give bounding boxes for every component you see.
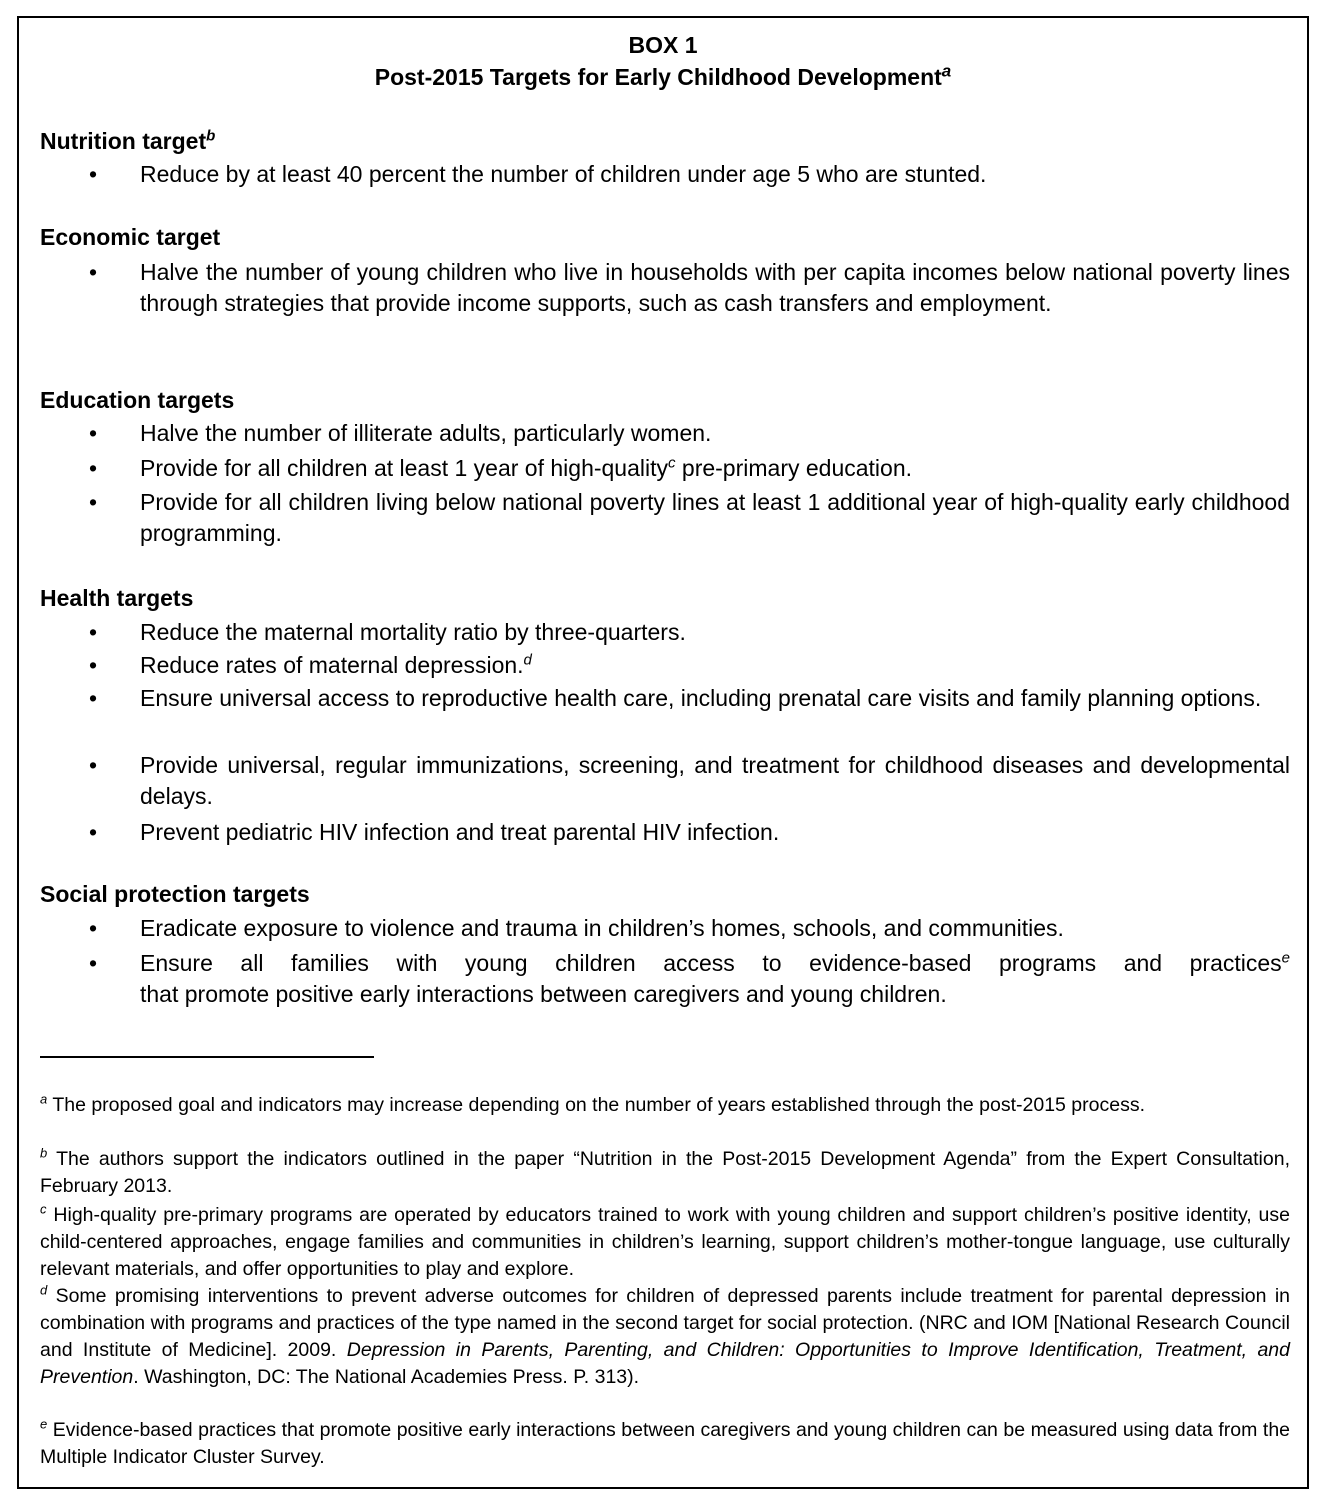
footnote-c: $^c$ High-quality pre-primary programs are operated by educators trained to work with young children and support children’s positive identity, use child-centered approaches, engage families and communities in children’s learning, support children’s mother-tongue language, use culturally relevant materials, and offer opportunities to play and explore.	[40, 1201, 1291, 1280]
box-title: Post-2015 Targets for Early Childhood Development$^a$	[374, 61, 952, 90]
bullet-icon: •	[89, 915, 98, 941]
list-item: Prevent pediatric HIV infection and treat parental HIV infection.	[140, 819, 780, 845]
footnote-e: $^e$ Evidence-based practices that promote positive early interactions between caregivers and young children can be measured using data from the Multiple Indicator Cluster Survey.	[40, 1416, 1291, 1468]
bullet-icon: •	[89, 420, 98, 446]
footnote-a: $^a$ The proposed goal and indicators may increase depending on the number of years established through the post-2015 process.	[40, 1091, 1146, 1116]
section-heading-economic: Economic target	[40, 224, 221, 250]
list-item: Provide for all children at least 1 year of high-quality$^c$ pre-primary education.	[140, 454, 913, 481]
list-item: Ensure universal access to reproductive health care, including prenatal care visits and family planning options.	[140, 685, 1262, 711]
list-item: Halve the number of illiterate adults, particularly women.	[140, 420, 712, 446]
bullet-icon: •	[89, 455, 98, 481]
section-heading-health: Health targets	[40, 585, 194, 611]
list-item: Reduce by at least 40 percent the number of children under age 5 who are stunted.	[140, 161, 987, 187]
bullet-icon: •	[89, 685, 98, 711]
footnote-marker: b	[40, 1145, 48, 1161]
list-item: Reduce rates of maternal depression.$^d$	[140, 651, 532, 678]
box-frame	[17, 16, 1309, 1489]
section-heading-nutrition: Nutrition target$^b$	[40, 127, 216, 154]
bullet-icon: •	[89, 161, 98, 187]
list-item: Provide for all children living below national poverty lines at least 1 additional year of high-quality early childhood programming.	[140, 489, 1290, 546]
section-heading-social-protection: Social protection targets	[40, 881, 310, 907]
box-label: BOX 1	[628, 32, 698, 58]
footnote-marker: d	[523, 651, 532, 669]
footnote-marker: d	[40, 1282, 48, 1298]
footnote-marker: a	[941, 61, 952, 81]
footnote-marker: e	[1281, 949, 1290, 967]
footnote-marker: a	[40, 1091, 48, 1107]
list-item-continuation: that promote positive early interactions between caregivers and young children.	[140, 981, 947, 1007]
bullet-icon: •	[89, 652, 98, 678]
footnote-marker: c	[668, 454, 676, 472]
footnote-d: $^d$ Some promising interventions to prevent adverse outcomes for children of depressed parents include treatment for parental depression in combination with programs and practices of the type named in the second target for social protection. (NRC and IOM [National Research Council and Institute of Medicine]. 2009. Depression in Parents, Parenting, and Children: Opportunities to Improve Identification, Treatment, and Prevention. Washington, DC: The National Academies Press. P. 313).	[40, 1282, 1291, 1388]
footnote-marker: b	[206, 127, 216, 145]
list-item: Halve the number of young children who live in households with per capita incomes below national poverty lines through strategies that provide income supports, such as cash transfers and employment.	[140, 259, 1290, 316]
bullet-icon: •	[89, 259, 98, 285]
bullet-icon: •	[89, 950, 98, 976]
bullet-icon: •	[89, 489, 98, 515]
footnote-divider	[40, 1056, 374, 1058]
list-item: Reduce the maternal mortality ratio by three-quarters.	[140, 619, 686, 645]
bullet-icon: •	[89, 619, 98, 645]
bullet-icon: •	[89, 752, 98, 778]
list-item: Ensure all families with young children access to evidence-based programs and practices$^e$	[140, 949, 1290, 976]
section-heading-education: Education targets	[40, 387, 235, 413]
list-item: Provide universal, regular immunizations, screening, and treatment for childhood diseases and developmental delays.	[140, 752, 1290, 809]
footnote-marker: e	[40, 1416, 48, 1432]
footnote-b: $^b$ The authors support the indicators outlined in the paper “Nutrition in the Post-2015 Development Agenda” from the Expert Consultation, February 2013.	[40, 1145, 1290, 1197]
list-item: Eradicate exposure to violence and trauma in children’s homes, schools, and communities.	[140, 915, 1064, 941]
footnote-marker: c	[40, 1201, 47, 1217]
bullet-icon: •	[89, 819, 98, 845]
